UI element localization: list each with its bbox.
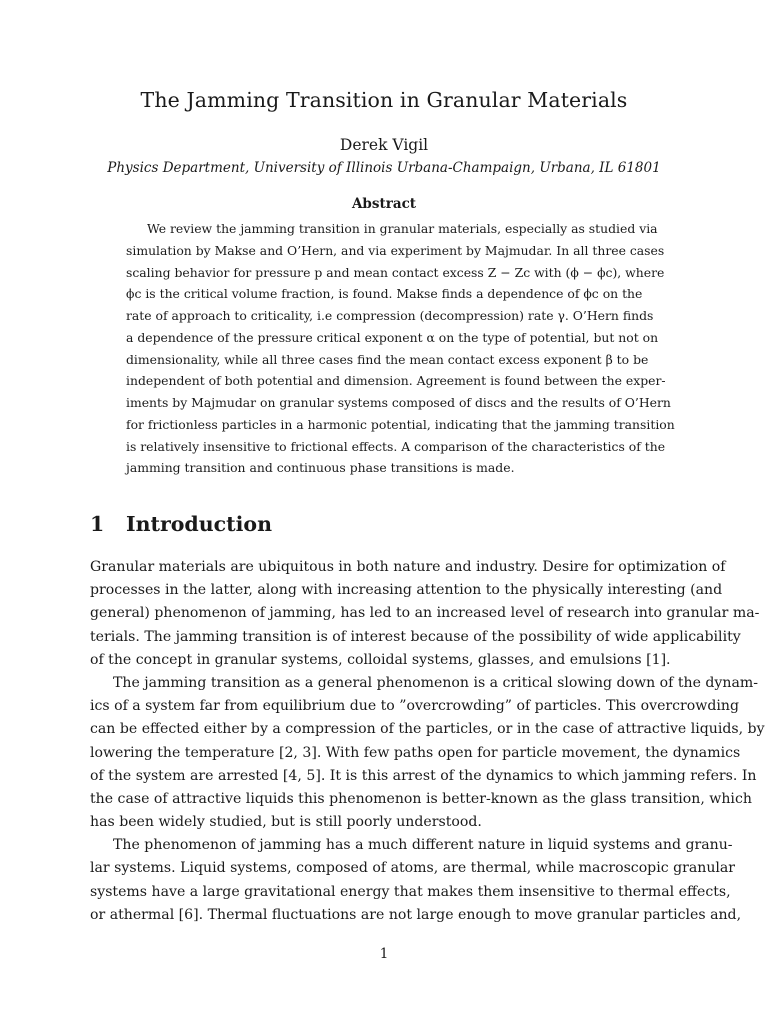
body-line: The jamming transition as a general phenomenon is a critical slowing down of the dynam- [113,674,758,691]
abstract-line: scaling behavior for pressure p and mean contact excess Z − Zc with (ϕ − ϕc), where [126,264,665,280]
body-line: of the system are arrested [4, 5]. It is this arrest of the dynamics to which jamming refers. In [90,767,757,784]
abstract-line: simulation by Makse and O’Hern, and via experiment by Majmudar. In all three cases [126,242,665,258]
abstract-line: is relatively insensitive to frictional effects. A comparison of the characteristics of the [126,438,666,454]
page-number: 1 [379,946,389,962]
abstract-line: dimensionality, while all three cases find the mean contact excess exponent β to be [126,351,649,367]
abstract-line: a dependence of the pressure critical exponent α on the type of potential, but not on [126,329,659,345]
abstract-line: ϕc is the critical volume fraction, is found. Makse finds a dependence of ϕc on the [126,286,643,302]
section-title: Introduction [126,512,272,536]
author-name: Derek Vigil [339,136,429,154]
body-line: terials. The jamming transition is of interest because of the possibility of wide applicability [90,628,741,645]
section-heading [90,512,690,536]
abstract-line: jamming transition and continuous phase transitions is made. [126,460,515,476]
abstract-line: independent of both potential and dimension. Agreement is found between the exper- [126,373,666,389]
body-line: systems have a large gravitational energy that makes them insensitive to thermal effects, [90,883,731,900]
body-line: lowering the temperature [2, 3]. With few paths open for particle movement, the dynamics [90,744,741,761]
body-line: the case of attractive liquids this phenomenon is better-known as the glass transition, which [90,790,752,807]
body-line: or athermal [6]. Thermal fluctuations are not large enough to move granular particles and, [90,906,742,923]
body-line: can be effected either by a compression of the particles, or in the case of attractive liquids, by [90,721,765,738]
abstract-line: iments by Majmudar on granular systems composed of discs and the results of O’Hern [126,395,671,410]
body-line: of the concept in granular systems, colloidal systems, glasses, and emulsions [1]. [90,651,671,668]
abstract-line: We review the jamming transition in granular materials, especially as studied via [147,221,658,236]
author-affiliation: Physics Department, University of Illinois Urbana-Champaign, Urbana, IL 61801 [107,160,661,176]
body-line: lar systems. Liquid systems, composed of atoms, are thermal, while macroscopic granular [90,860,736,877]
abstract-body [126,218,675,479]
body-line: ics of a system far from equilibrium due to ”overcrowding” of particles. This overcrowding [90,698,739,715]
body-line: has been widely studied, but is still poorly understood. [90,814,482,831]
body-line: processes in the latter, along with increasing attention to the physically interesting (and [90,582,723,599]
body-line: general) phenomenon of jamming, has led to an increased level of research into granular ma- [90,605,760,622]
body-line: The phenomenon of jamming has a much different nature in liquid systems and granu- [113,837,733,854]
abstract-heading: Abstract [351,196,417,212]
abstract-line: rate of approach to criticality, i.e compression (decompression) rate γ. O’Hern finds [126,308,654,323]
body-line: Granular materials are ubiquitous in both nature and industry. Desire for optimization of [90,559,726,575]
paper-title: The Jamming Transition in Granular Materials [140,88,628,112]
abstract-line: for frictionless particles in a harmonic potential, indicating that the jamming transition [126,416,675,432]
section-number: 1 [90,512,105,536]
introduction-body [90,556,765,927]
